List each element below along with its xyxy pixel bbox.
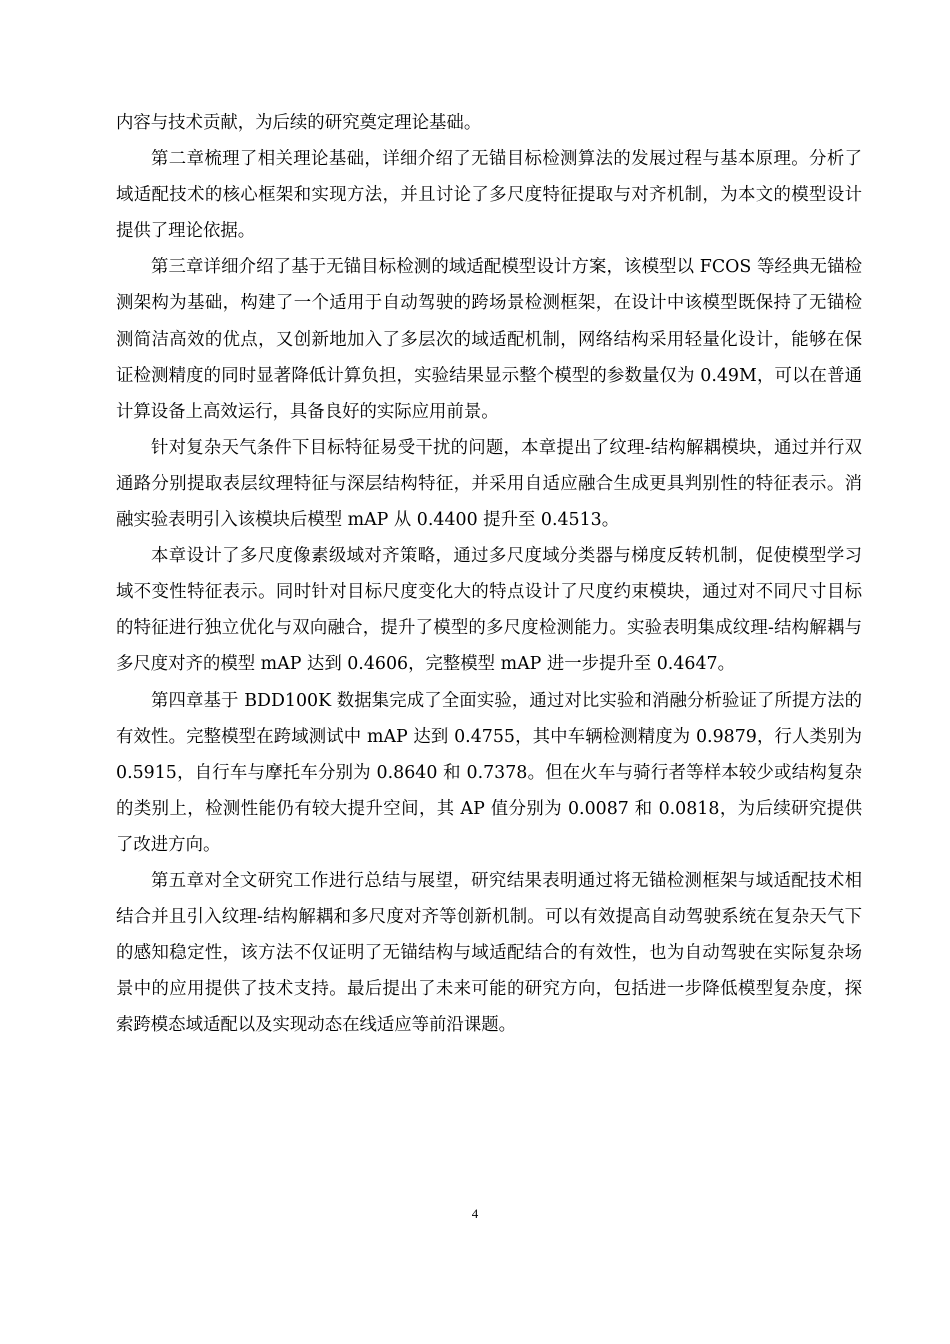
paragraph-chapter-4: 第四章基于 BDD100K 数据集完成了全面实验，通过对比实验和消融分析验证了所提方法的有效性。完整模型在跨域测试中 mAP 达到 0.4755，其中车辆检测精度为 0.9879，行人类别为 0.5915，自行车与摩托车分别为 0.8640 和 0.7378。但在火车与骑行者等样本较少或结构复杂的类别上，检测性能仍有较大提升空间，其 AP 值分别为 0.0087 和 0.0818，为后续研究提供了改进方向。 xyxy=(116,690,862,855)
paragraph-texture-structure-module: 针对复杂天气条件下目标特征易受干扰的问题，本章提出了纹理-结构解耦模块，通过并行双通路分别提取表层纹理特征与深层结构特征，并采用自适应融合生成更具判别性的特征表示。消融实验表明引入该模块后模型 mAP 从 0.4400 提升至 0.4513。 xyxy=(116,437,862,531)
body-text xyxy=(116,105,862,1043)
paragraph-chapter-5: 第五章对全文研究工作进行总结与展望，研究结果表明通过将无锚检测框架与域适配技术相结合并且引入纹理-结构解耦和多尺度对齐等创新机制。可以有效提高自动驾驶系统在复杂天气下的感知稳定性，该方法不仅证明了无锚结构与域适配结合的有效性，也为自动驾驶在实际复杂场景中的应用提供了技术支持。最后提出了未来可能的研究方向，包括进一步降低模型复杂度，探索跨模态域适配以及实现动态在线适应等前沿课题。 xyxy=(116,870,862,1036)
paragraph-continuation: 内容与技术贡献，为后续的研究奠定理论基础。 xyxy=(116,113,482,133)
paragraph-multiscale-alignment: 本章设计了多尺度像素级域对齐策略，通过多尺度域分类器与梯度反转机制，促使模型学习域不变性特征表示。同时针对目标尺度变化大的特点设计了尺度约束模块，通过对不同尺寸目标的特征进行独立优化与双向融合，提升了模型的多尺度检测能力。实验表明集成纹理-结构解耦与多尺度对齐的模型 mAP 达到 0.4606，完整模型 mAP 进一步提升至 0.4647。 xyxy=(116,546,862,675)
paragraph-chapter-3: 第三章详细介绍了基于无锚目标检测的域适配模型设计方案，该模型以 FCOS 等经典无锚检测架构为基础，构建了一个适用于自动驾驶的跨场景检测框架，在设计中该模型既保持了无锚检测简洁高效的优点，又创新地加入了多层次的域适配机制，网络结构采用轻量化设计，能够在保证检测精度的同时显著降低计算负担，实验结果显示整个模型的参数量仅为 0.49M，可以在普通计算设备上高效运行，具备良好的实际应用前景。 xyxy=(116,257,862,422)
page-number: 4 xyxy=(471,1206,479,1221)
paragraph-chapter-2: 第二章梳理了相关理论基础，详细介绍了无锚目标检测算法的发展过程与基本原理。分析了域适配技术的核心框架和实现方法，并且讨论了多尺度特征提取与对齐机制，为本文的模型设计提供了理论依据。 xyxy=(116,149,862,242)
